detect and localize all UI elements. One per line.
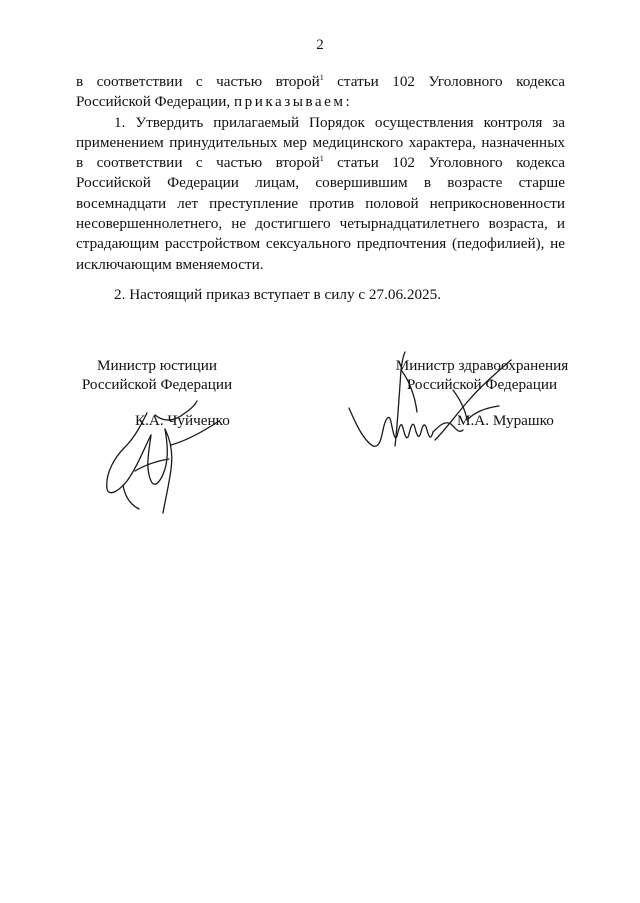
signatory-right-name: М.А. Мурашко [457,412,554,429]
document-body [76,72,565,305]
footnote-mark: 1 [319,73,324,82]
point-2: 2. Настоящий приказ вступает в силу с 27.06.2025. [114,285,442,303]
intro-paragraph: в соответствии с частью второй$^1$ статьи 102 Уголовного кодекса Российской Федерации, приказываем: [76,73,565,111]
signatory-left-name: К.А. Чуйченко [135,412,230,429]
signatory-right-title: Министр здравоохранения Российской Федерации [395,357,569,393]
page-number: 2 [316,37,324,53]
handwritten-signature-right [335,350,515,490]
order-keyword: приказываем [233,93,346,111]
signatory-left-title: Министр юстиции Российской Федерации [81,357,233,393]
footnote-mark: 1 [319,154,324,164]
handwritten-signature-left [95,385,235,515]
point-1: 1. Утвердить прилагаемый Порядок осуществления контроля за применением принудительных мер медицинского характера, назначенных в соответствии с частью второй$^1$ статьи 102 Уголовного кодекса Российской Федерации лицам, совершившим в возрасте старше восемнадцати лет преступление против половой неприкосновенности несовершеннолетнего, не достигшего четырнадцатилетнего возраста, и страдающим расстройством сексуального предпочтения (педофилией), не исключающим вменяемости. [76,113,565,273]
